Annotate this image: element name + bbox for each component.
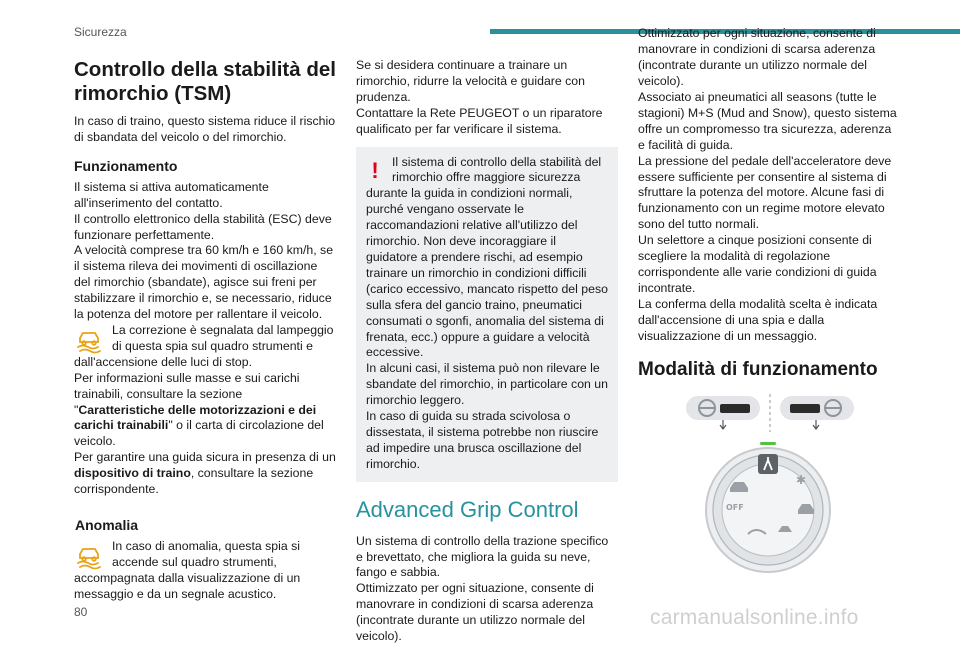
selector-off-label: OFF xyxy=(726,502,744,512)
steering-wheel-left-icon xyxy=(686,396,760,429)
anomaly-lamp-icon xyxy=(74,540,104,570)
operation-p2: Il controllo elettronico della stabilità (ESC) deve funzionare perfettamente. xyxy=(74,211,332,242)
stability-warning-lamp-icon xyxy=(74,324,104,354)
agc-title: Advanced Grip Control xyxy=(356,496,579,522)
modes-heading: Modalità di funzionamento xyxy=(638,358,878,380)
towing-info: Per informazioni sulle masse e sui carichi trainabili, consultare la sezione "Caratteristiche delle motorizzazioni e dei carichi trainabili" o il carta di circolazione del veicolo. xyxy=(74,370,324,449)
anomaly-heading: Anomalia xyxy=(75,516,139,533)
warning-exclamation-icon: ! xyxy=(371,157,379,183)
continue-p2: Contattare la Rete PEUGEOT o un riparatore qualificato per far verificare il sistema. xyxy=(356,105,603,136)
agc-p5: Un selettore a cinque posizioni consente di scegliere la modalità di regolazione corrispondente alle varie condizioni di guida incontrate. xyxy=(638,233,877,295)
operation-p3: A velocità comprese tra 60 km/h e 160 km/h, se il sistema rileva dei movimenti di oscillazione del rimorchio (sbandate), agisce sui freni per stabilizzare il rimorchio e, se necessario, riduce la potenza del motore per rallentare il veicolo. xyxy=(74,243,334,322)
tow-device-link: dispositivo di traino xyxy=(74,466,191,481)
operation-heading: Funzionamento xyxy=(74,157,178,174)
warning-p3: In caso di guida su strada scivolosa o dissestata, il sistema potrebbe non riuscire ad impedire una brusca oscillazione del rimorchio. xyxy=(366,409,599,471)
column-2 xyxy=(356,58,618,644)
svg-text:✱: ✱ xyxy=(796,472,807,487)
anomaly-text: In caso di anomalia, questa spia si accende sul quadro strumenti, accompagnata dalla visualizzazione di un messaggio e da un segnale acustico. xyxy=(74,538,301,601)
agc-p1: Un sistema di controllo della trazione specifico e brevettato, che migliora la guida su neve, fango e sabbia. xyxy=(356,533,609,580)
agc-p3: Associato ai pneumatici all seasons (tutte le stagioni) M+S (Mud and Snow), questo sistema offre un compromesso tra sicurezza, aderenza e facilità di guida. xyxy=(638,90,897,152)
steering-wheel-right-icon xyxy=(780,396,854,429)
column-1 xyxy=(74,58,336,603)
agc-p2-continued: Ottimizzato per ogni situazione, consente di manovrare in condizioni di scarsa aderenza (incontrate durante un utilizzo normale del veicolo). xyxy=(638,26,876,88)
mode-selector-figure xyxy=(638,392,900,577)
mode-selector-illustration xyxy=(638,392,900,577)
safe-driving-info: Per garantire una guida sicura in presenza di un dispositivo di traino, consultare la sezione corrispondente. xyxy=(74,450,336,497)
towing-info-link: Caratteristiche delle motorizzazioni e dei carichi trainabili xyxy=(74,402,317,433)
warning-p2: In alcuni casi, il sistema può non rilevare le sbandate del rimorchio, in particolare con un rimorchio leggero. xyxy=(366,361,608,408)
warning-note-box xyxy=(356,147,618,482)
page-number: 80 xyxy=(74,605,88,619)
column-3 xyxy=(638,26,900,577)
warning-p1: Il sistema di controllo della stabilità del rimorchio offre maggiore sicurezza durante la guida in condizioni normali, purché vengano osservate le raccomandazioni relative all'utilizzo del rimorchio. Non deve incoraggiare il guidatore a prendere rischi, ad esempio trainare un rimorchio in condizioni difficili (carico eccessivo, mancato rispetto del peso sulla sfera del gancio traino, pneumatici consumati o sgonfi, anomalia del sistema di frenata, ecc.) oppure a guidare a velocità eccessive. xyxy=(366,154,608,360)
watermark: carmanualsonline.info xyxy=(650,606,859,629)
rotary-mode-selector xyxy=(706,442,830,572)
operation-p1: Il sistema si attiva automaticamente all'inserimento del contatto. xyxy=(74,179,269,210)
tsm-title: Controllo della stabilità del rimorchio (TSM) xyxy=(74,58,336,105)
tsm-intro: In caso di traino, questo sistema riduce il rischio di sbandata del veicolo o del rimorchio. xyxy=(74,114,336,144)
header-section: Sicurezza xyxy=(74,25,127,39)
operation-p4: La correzione è segnalata dal lampeggio di questa spia sul quadro strumenti e dall'accensione delle luci di stop. xyxy=(74,322,334,369)
stability-warning-para xyxy=(74,323,336,371)
continue-p1: Se si desidera continuare a trainare un rimorchio, ridurre la velocità e guidare con prudenza. xyxy=(356,58,585,104)
anomaly-para xyxy=(74,539,336,603)
agc-p6: La conferma della modalità scelta è indicata dall'accensione di una spia e dalla visualizzazione di un messaggio. xyxy=(638,296,878,343)
agc-p4: La pressione del pedale dell'acceleratore deve essere sufficiente per consentire al sistema di sfruttare la potenza del motore. Alcune fasi di funzionamento con un regime motore elevato sono del tutto normali. xyxy=(638,153,892,232)
agc-p2: Ottimizzato per ogni situazione, consente di manovrare in condizioni di scarsa aderenza (incontrate durante un utilizzo normale del veicolo). xyxy=(356,581,594,644)
